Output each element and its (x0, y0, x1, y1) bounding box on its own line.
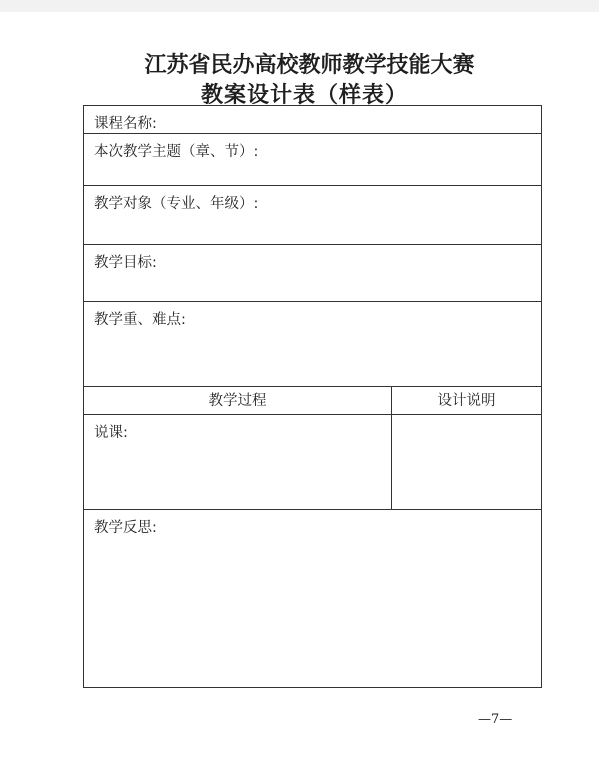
lesson-plan-table (83, 105, 542, 688)
key-points-label: 教学重、难点: (94, 312, 186, 328)
column-divider (391, 387, 392, 510)
target-audience-label: 教学对象（专业、年级）: (94, 196, 259, 212)
lecture-row[interactable] (84, 415, 541, 510)
lecture-label: 说课: (94, 425, 128, 441)
process-header-row (84, 387, 541, 415)
course-name-label: 课程名称: (94, 116, 157, 132)
page-number: —7— (478, 712, 513, 727)
course-name-row[interactable] (84, 106, 541, 134)
reflection-label: 教学反思: (94, 520, 157, 536)
teaching-process-header: 教学过程 (208, 393, 267, 409)
topic-label: 本次教学主题（章、节）: (94, 144, 259, 160)
topic-row[interactable] (84, 134, 541, 186)
design-notes-header: 设计说明 (437, 393, 496, 409)
page-title: 江苏省民办高校教师教学技能大赛 (144, 52, 475, 78)
teaching-goal-row[interactable] (84, 245, 541, 302)
key-points-row[interactable] (84, 302, 541, 387)
page-subtitle: 教案设计表（样表） (200, 82, 408, 108)
reflection-row[interactable] (84, 510, 541, 687)
target-audience-row[interactable] (84, 186, 541, 245)
teaching-goal-label: 教学目标: (94, 255, 157, 271)
top-strip (0, 0, 599, 12)
